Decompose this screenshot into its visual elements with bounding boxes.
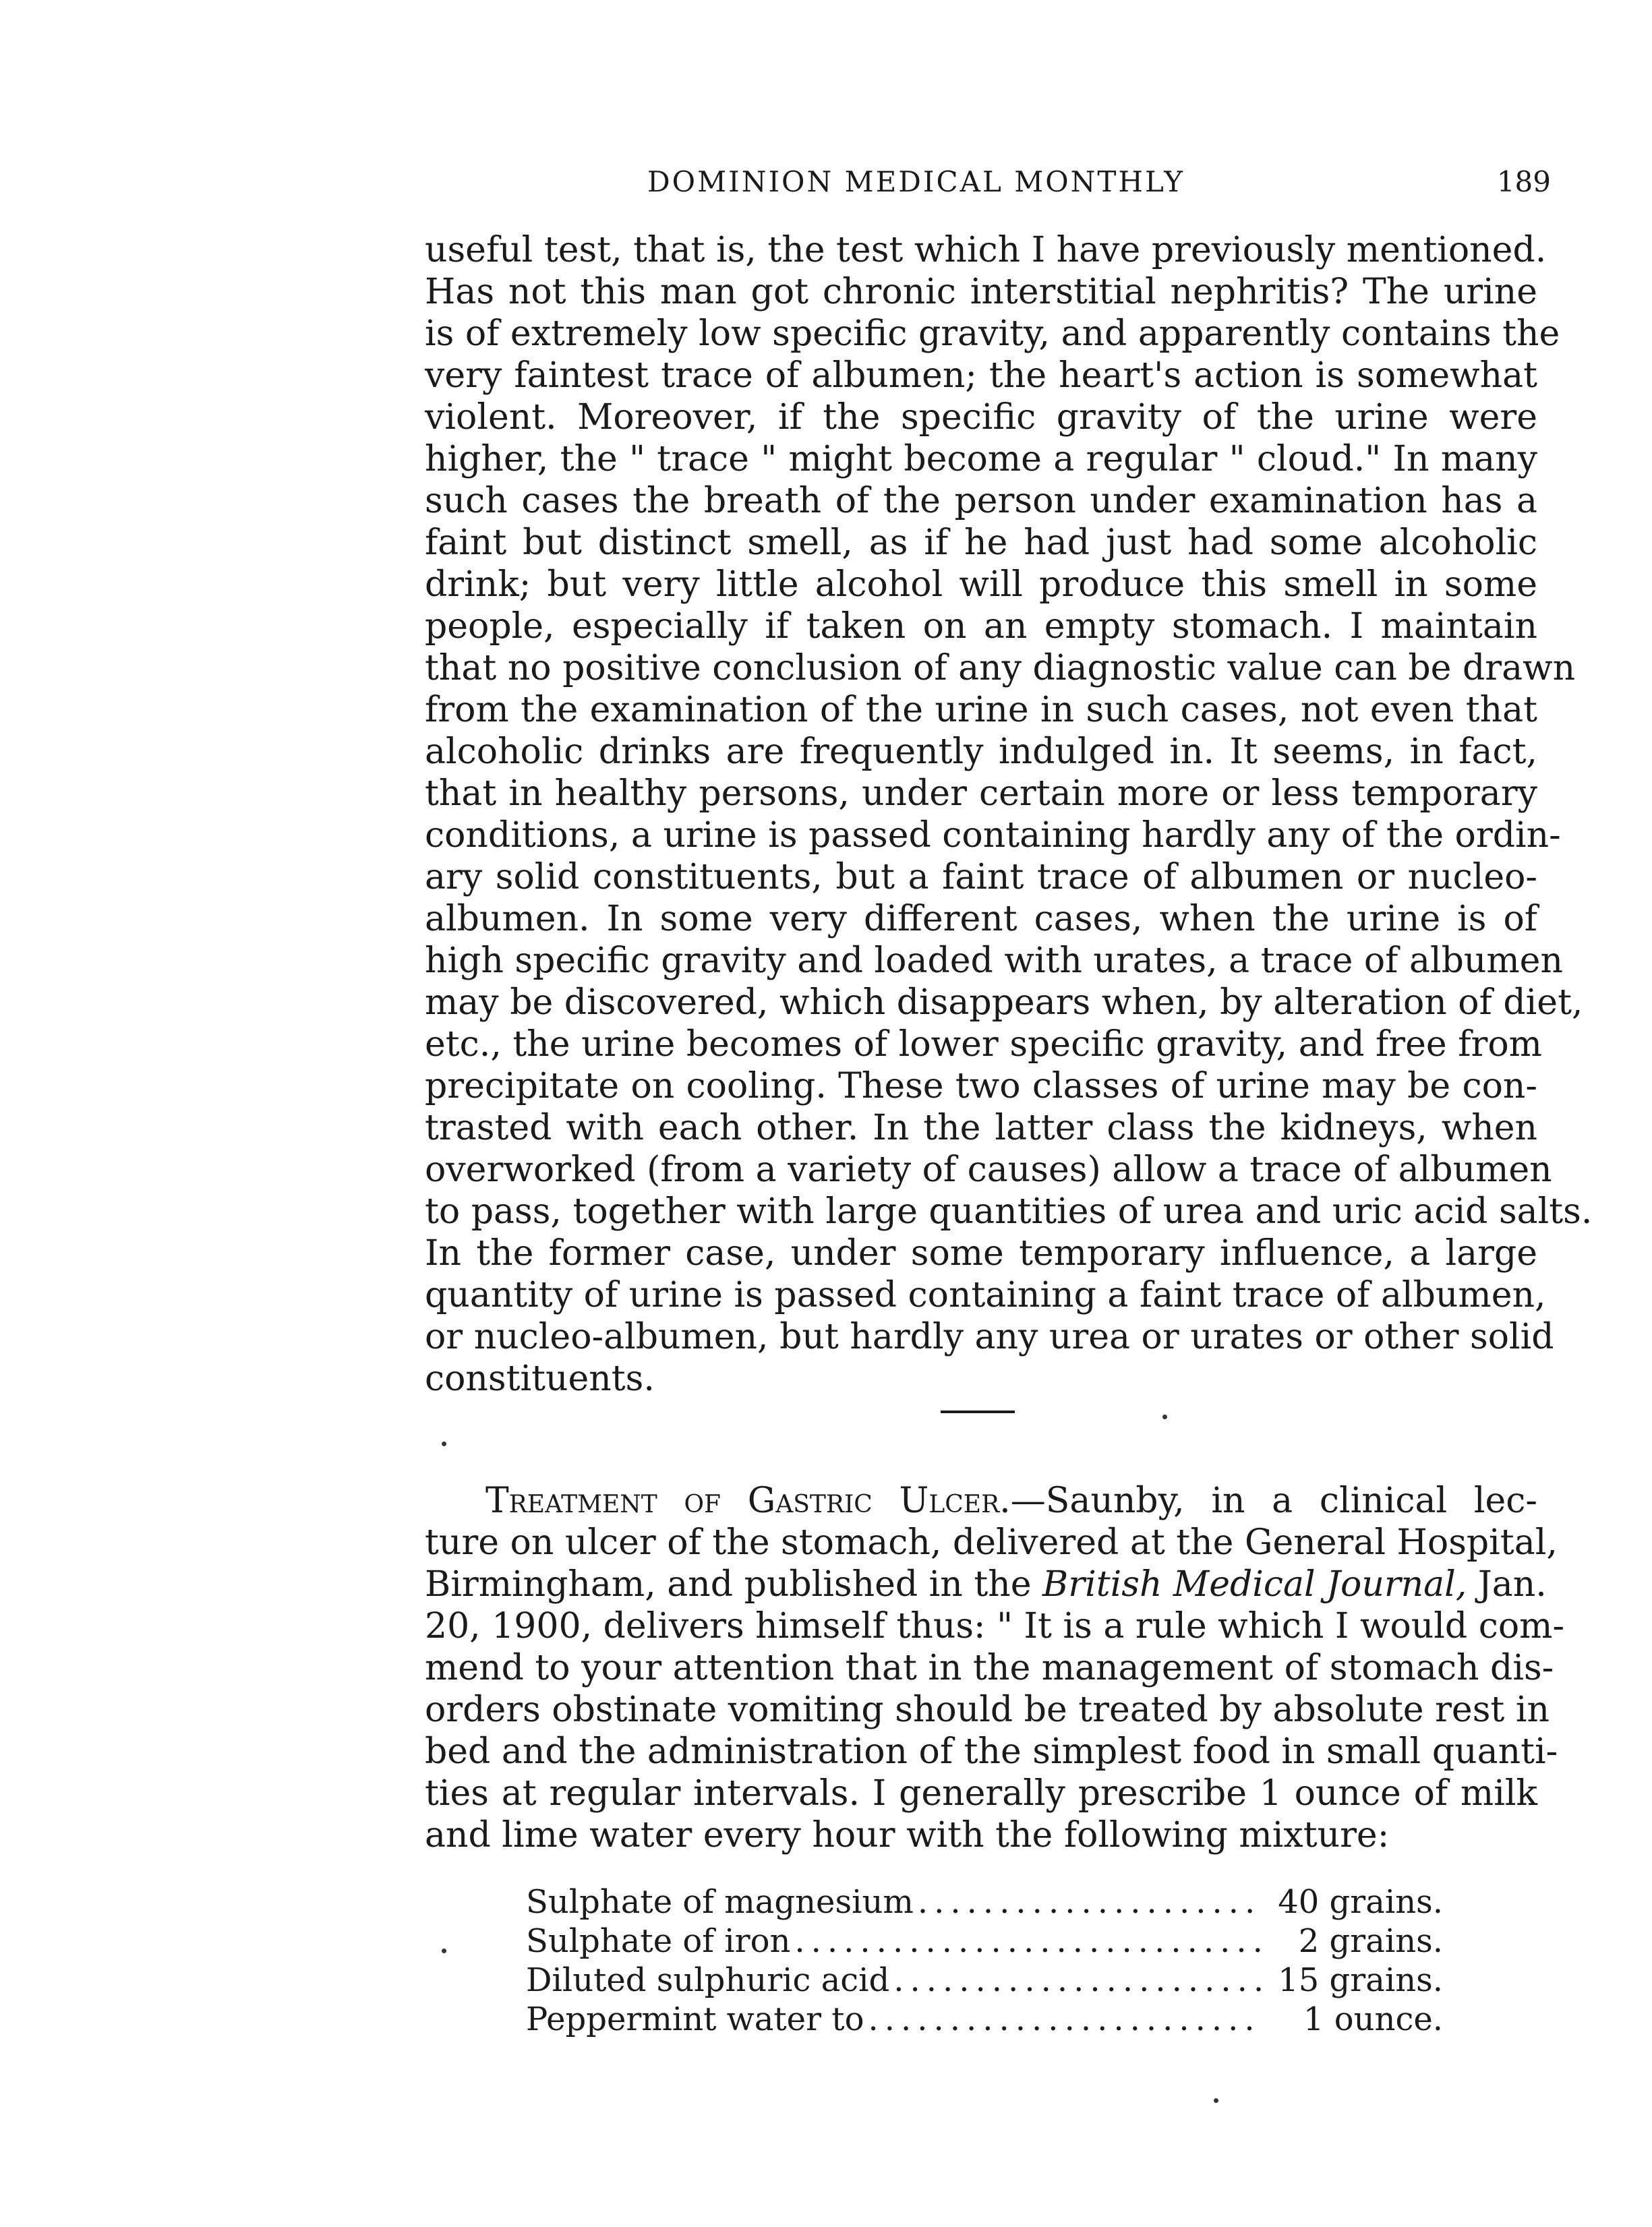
ingredient-quantity: 40 grains. <box>1278 1883 1443 1921</box>
text-line: alcoholic drinks are frequently indulged in. It seems, in fact, <box>425 732 1537 772</box>
text-line: violent. Moreover, if the specific gravity of the urine were <box>425 397 1537 438</box>
text-line: higher, the " trace " might become a regular " cloud." In many <box>425 439 1537 479</box>
text-line: etc., the urine becomes of lower specific gravity, and free from <box>425 1024 1542 1065</box>
prescription-list <box>526 1882 1443 2039</box>
ingredient-name: Sulphate of magnesium <box>526 1883 914 1921</box>
page-number: 189 <box>1496 165 1551 198</box>
text-line: or nucleo-albumen, but hardly any urea or urates or other solid <box>425 1317 1554 1357</box>
text-line: ary solid constituents, but a faint trace of albumen or nucleo- <box>425 857 1537 897</box>
text-line: that no positive conclusion of any diagnostic value can be drawn <box>425 648 1576 688</box>
dot-leader <box>914 1882 1261 1922</box>
text-line: trasted with each other. In the latter class the kidneys, when <box>425 1108 1537 1148</box>
running-head: DOMINION MEDICAL MONTHLY <box>647 165 1185 198</box>
print-speck <box>1162 1415 1167 1419</box>
text-line: 20, 1900, delivers himself thus: " It is a rule which I would com- <box>425 1606 1565 1646</box>
section-heading: Treatment of Gastric Ulcer. <box>485 1481 1011 1521</box>
print-speck <box>442 1949 446 1953</box>
text-line: In the former case, under some temporary influence, a large <box>425 1233 1537 1274</box>
section-divider-rule <box>941 1411 1015 1413</box>
text-line: to pass, together with large quantities of urea and uric acid salts. <box>425 1191 1593 1232</box>
text-line: bed and the administration of the simplest food in small quanti- <box>425 1731 1558 1772</box>
text-line: albumen. In some very different cases, when the urine is of <box>425 899 1537 939</box>
text-line: high specific gravity and loaded with urates, a trace of albumen <box>425 941 1563 981</box>
text-line <box>425 1564 1547 1605</box>
dot-leader <box>790 1922 1261 1961</box>
text-run: Birmingham, and published in the <box>425 1564 1043 1605</box>
body-paragraph-1 <box>425 229 1593 1400</box>
text-line: Has not this man got chronic interstitial nephritis? The urine <box>425 272 1537 312</box>
text-line: is of extremely low specific gravity, and apparently contains the <box>425 314 1560 354</box>
text-line: mend to your attention that in the management of stomach dis- <box>425 1648 1554 1688</box>
text-line: ties at regular intervals. I generally prescribe 1 ounce of milk <box>425 1773 1537 1814</box>
text-line: conditions, a urine is passed containing hardly any of the ordin- <box>425 815 1561 856</box>
text-line: orders obstinate vomiting should be treated by absolute rest in <box>425 1690 1550 1730</box>
prescription-item <box>526 1961 1443 2000</box>
text-line: overworked (from a variety of causes) allow a trace of albumen <box>425 1150 1552 1190</box>
text-line: constituents. <box>425 1359 655 1399</box>
ingredient-quantity: 15 grains. <box>1278 1961 1443 1999</box>
text-line: useful test, that is, the test which I have previously mentioned. <box>425 230 1547 270</box>
text-run: Jan. <box>1467 1564 1547 1605</box>
text-line: from the examination of the urine in such cases, not even that <box>425 690 1537 730</box>
text-line: precipitate on cooling. These two classes of urine may be con- <box>425 1066 1537 1106</box>
text-line <box>425 1480 1537 1522</box>
text-line: people, especially if taken on an empty stomach. I maintain <box>425 606 1537 647</box>
text-line: drink; but very little alcohol will produce this smell in some <box>425 564 1537 605</box>
ingredient-name: Peppermint water to <box>526 2000 864 2038</box>
prescription-item <box>526 2000 1443 2039</box>
print-speck <box>442 1442 446 1446</box>
print-speck <box>1214 2098 1218 2103</box>
text-line: faint but distinct smell, as if he had just had some alcoholic <box>425 523 1537 563</box>
prescription-item <box>526 1922 1443 1961</box>
text-line: that in healthy persons, under certain more or less temporary <box>425 773 1537 814</box>
ingredient-name: Diluted sulphuric acid <box>526 1961 890 1999</box>
text-run: —Saunby, in a clinical lec- <box>1010 1481 1537 1521</box>
text-line: very faintest trace of albumen; the heart's action is somewhat <box>425 355 1537 396</box>
text-line: such cases the breath of the person under examination has a <box>425 481 1537 521</box>
ingredient-quantity: 1 ounce. <box>1303 2000 1443 2038</box>
dot-leader <box>864 2000 1261 2039</box>
prescription-item <box>526 1882 1443 1922</box>
dot-leader <box>889 1961 1261 2000</box>
text-line: and lime water every hour with the following mixture: <box>425 1815 1390 1855</box>
text-line: quantity of urine is passed containing a faint trace of albumen, <box>425 1275 1546 1315</box>
journal-title: British Medical Journal, <box>1042 1564 1467 1605</box>
ingredient-quantity: 2 grains. <box>1298 1922 1443 1960</box>
text-line: may be discovered, which disappears when, by alteration of diet, <box>425 982 1583 1023</box>
text-line: ture on ulcer of the stomach, delivered at the General Hospital, <box>425 1522 1558 1563</box>
ingredient-name: Sulphate of iron <box>526 1922 791 1960</box>
body-paragraph-2 <box>425 1480 1565 1856</box>
